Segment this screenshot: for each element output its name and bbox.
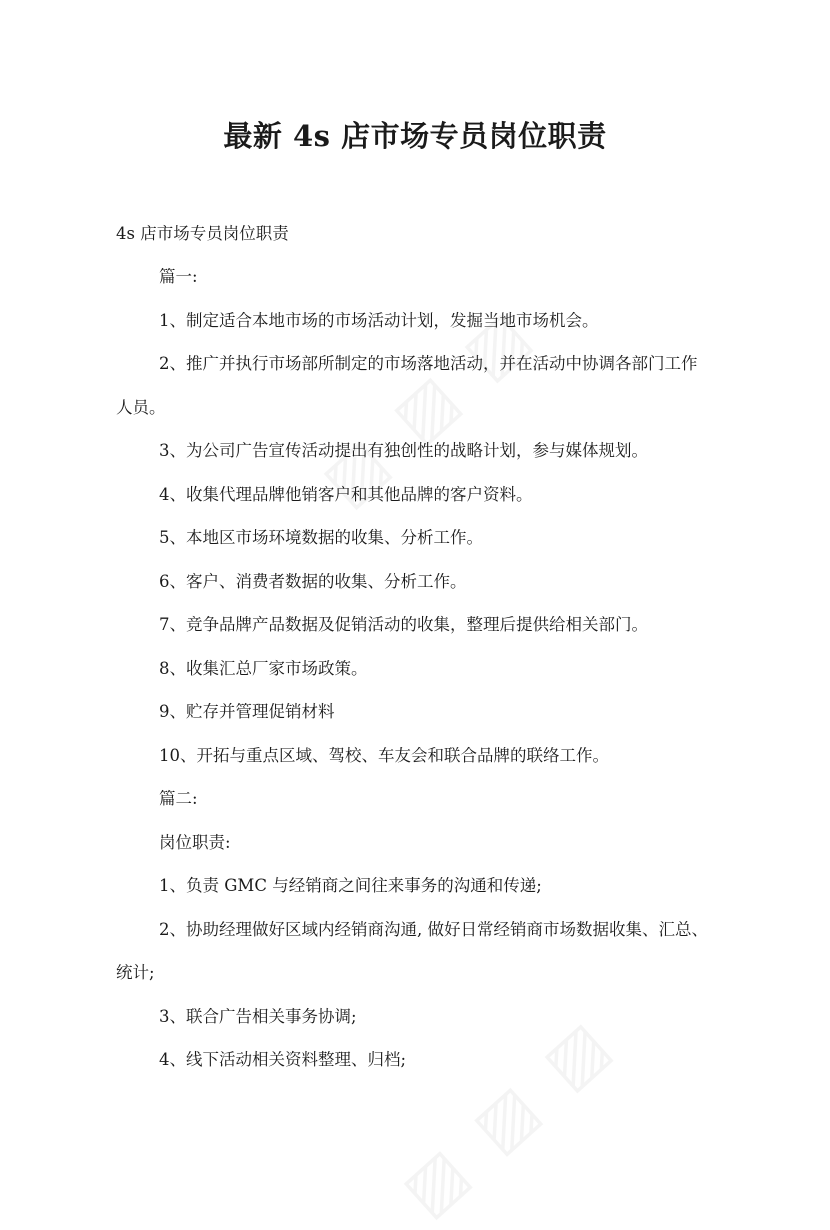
paragraph: 4、收集代理品牌他销客户和其他品牌的客户资料。 (159, 485, 533, 504)
paragraph: 3、为公司广告宣传活动提出有独创性的战略计划，参与媒体规划。 (159, 441, 648, 460)
paragraph: 1、负责 GMC 与经销商之间往来事务的沟通和传递; (159, 876, 542, 895)
paragraph: 2、协助经理做好区域内经销商沟通, 做好日常经销商市场数据收集、汇总、 (159, 920, 708, 939)
paragraph: 1、制定适合本地市场的市场活动计划，发掘当地市场机会。 (159, 311, 599, 330)
paragraph: 6、客户、消费者数据的收集、分析工作。 (159, 572, 467, 591)
document-title: 最新 4s 店市场专员岗位职责 (223, 119, 607, 153)
paragraph: 3、联合广告相关事务协调; (159, 1007, 357, 1026)
section-heading-part2: 篇二: (159, 789, 198, 808)
paragraph: 2、推广并执行市场部所制定的市场落地活动，并在活动中协调各部门工作 (159, 354, 698, 373)
paragraph: 10、开拓与重点区域、驾校、车友会和联合品牌的联络工作。 (159, 746, 609, 765)
duty-heading: 岗位职责: (159, 833, 231, 852)
paragraph: 5、本地区市场环境数据的收集、分析工作。 (159, 528, 483, 547)
document-subtitle: 4s 店市场专员岗位职责 (116, 224, 289, 243)
paragraph: 7、竞争品牌产品数据及促销活动的收集，整理后提供给相关部门。 (159, 615, 648, 634)
paragraph: 4、线下活动相关资料整理、归档; (159, 1050, 407, 1069)
watermark (388, 1004, 628, 1230)
paragraph: 9、贮存并管理促销材料 (159, 702, 335, 721)
section-heading-part1: 篇一: (159, 267, 198, 286)
paragraph-continuation: 统计; (116, 963, 155, 982)
paragraph-continuation: 人员。 (116, 398, 166, 417)
paragraph: 8、收集汇总厂家市场政策。 (159, 659, 368, 678)
